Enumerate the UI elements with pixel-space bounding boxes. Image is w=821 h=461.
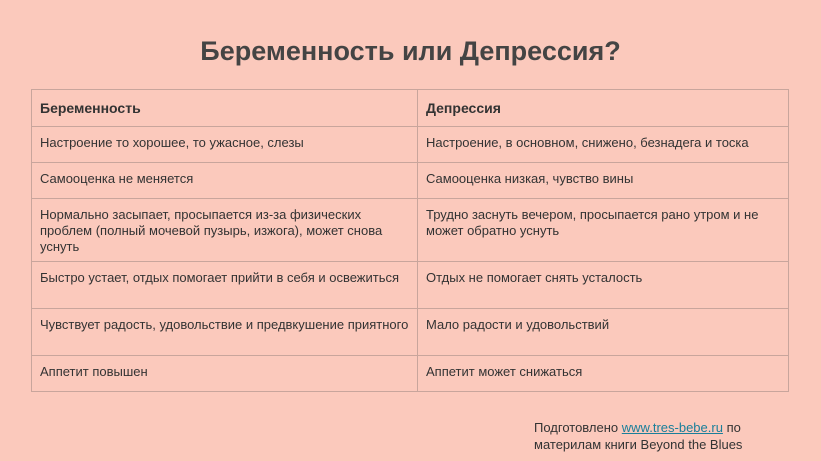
slide-title: Беременность или Депрессия? (200, 36, 621, 66)
header-pregnancy: Беременность (32, 90, 418, 127)
pregnancy-cell: Самооценка не меняется (32, 163, 418, 199)
table-row (32, 199, 789, 262)
pregnancy-cell: Настроение то хорошее, то ужасное, слезы (32, 127, 418, 163)
table-row (32, 309, 789, 356)
pregnancy-cell: Чувствует радость, удовольствие и предвкушение приятного (32, 309, 418, 356)
pregnancy-cell: Быстро устает, отдых помогает прийти в себя и освежиться (32, 262, 418, 309)
depression-cell: Мало радости и удовольствий (418, 309, 789, 356)
table-header-row (32, 90, 789, 127)
depression-cell: Самооценка низкая, чувство вины (418, 163, 789, 199)
table-row (32, 163, 789, 199)
source-link[interactable]: www.tres-bebe.ru (621, 420, 723, 435)
credit-suffix: по материлам книги Beyond the Blues (534, 420, 743, 452)
pregnancy-cell: Аппетит повышен (32, 356, 418, 392)
table-row (32, 127, 789, 163)
table-row (32, 262, 789, 309)
comparison-table (31, 89, 789, 392)
depression-cell: Аппетит может снижаться (418, 356, 789, 392)
source-credit (534, 419, 804, 453)
credit-prefix: Подготовлено (534, 420, 619, 435)
depression-cell: Отдых не помогает снять усталость (418, 262, 789, 309)
depression-cell: Трудно заснуть вечером, просыпается рано утром и не может обратно уснуть (418, 199, 789, 262)
header-depression: Депрессия (418, 90, 789, 127)
pregnancy-cell: Нормально засыпает, просыпается из-за физических проблем (полный мочевой пузырь, изжога), может снова уснуть (32, 199, 418, 262)
depression-cell: Настроение, в основном, снижено, безнадега и тоска (418, 127, 789, 163)
table-row (32, 356, 789, 392)
